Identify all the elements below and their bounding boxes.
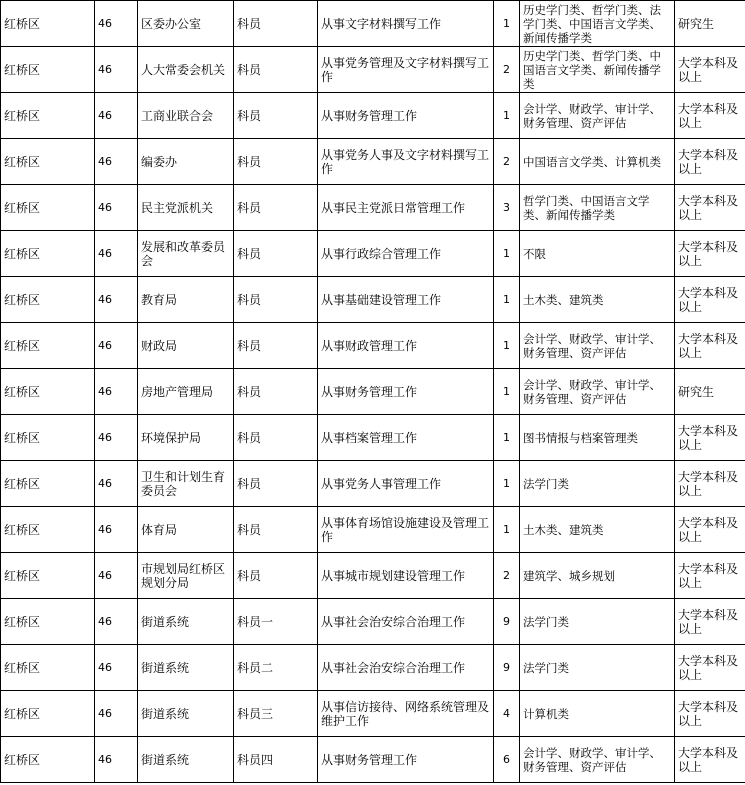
education-cell: 大学本科及以上 [675,323,745,369]
district-cell: 红桥区 [1,1,95,47]
major-cell: 会计学、财政学、审计学、财务管理、资产评估 [520,323,675,369]
district-cell: 红桥区 [1,553,95,599]
code-cell: 46 [95,185,138,231]
position-cell: 科员四 [234,737,318,783]
count-cell: 6 [494,737,520,783]
district-cell: 红桥区 [1,369,95,415]
position-cell: 科员 [234,277,318,323]
code-cell: 46 [95,645,138,691]
major-cell: 不限 [520,231,675,277]
count-cell: 1 [494,461,520,507]
education-cell: 大学本科及以上 [675,231,745,277]
major-cell: 法学门类 [520,599,675,645]
table-row [1,553,745,599]
code-cell: 46 [95,323,138,369]
position-cell: 科员三 [234,691,318,737]
unit-cell: 卫生和计划生育委员会 [138,461,234,507]
count-cell: 2 [494,139,520,185]
duty-cell: 从事民主党派日常管理工作 [318,185,494,231]
position-cell: 科员 [234,461,318,507]
district-cell: 红桥区 [1,277,95,323]
code-cell: 46 [95,1,138,47]
unit-cell: 民主党派机关 [138,185,234,231]
major-cell: 哲学门类、中国语言文学类、新闻传播学类 [520,185,675,231]
position-cell: 科员 [234,415,318,461]
district-cell: 红桥区 [1,461,95,507]
unit-cell: 体育局 [138,507,234,553]
unit-cell: 发展和改革委员会 [138,231,234,277]
table-row [1,415,745,461]
position-cell: 科员 [234,139,318,185]
major-cell: 图书情报与档案管理类 [520,415,675,461]
district-cell: 红桥区 [1,599,95,645]
table-row [1,185,745,231]
unit-cell: 编委办 [138,139,234,185]
education-cell: 大学本科及以上 [675,415,745,461]
count-cell: 9 [494,599,520,645]
unit-cell: 工商业联合会 [138,93,234,139]
code-cell: 46 [95,599,138,645]
duty-cell: 从事信访接待、网络系统管理及维护工作 [318,691,494,737]
education-cell: 大学本科及以上 [675,507,745,553]
table-row [1,93,745,139]
code-cell: 46 [95,47,138,93]
education-cell: 大学本科及以上 [675,737,745,783]
count-cell: 2 [494,553,520,599]
count-cell: 3 [494,185,520,231]
duty-cell: 从事档案管理工作 [318,415,494,461]
duty-cell: 从事财务管理工作 [318,737,494,783]
count-cell: 4 [494,691,520,737]
unit-cell: 房地产管理局 [138,369,234,415]
major-cell: 会计学、财政学、审计学、财务管理、资产评估 [520,369,675,415]
major-cell: 法学门类 [520,645,675,691]
count-cell: 1 [494,93,520,139]
position-cell: 科员 [234,507,318,553]
table-row [1,277,745,323]
major-cell: 建筑学、城乡规划 [520,553,675,599]
count-cell: 1 [494,369,520,415]
district-cell: 红桥区 [1,231,95,277]
table-row [1,507,745,553]
table-body [1,1,745,783]
count-cell: 2 [494,47,520,93]
unit-cell: 市规划局红桥区规划分局 [138,553,234,599]
district-cell: 红桥区 [1,185,95,231]
unit-cell: 街道系统 [138,645,234,691]
position-cell: 科员 [234,323,318,369]
duty-cell: 从事财务管理工作 [318,369,494,415]
code-cell: 46 [95,691,138,737]
table-row [1,461,745,507]
position-cell: 科员 [234,185,318,231]
unit-cell: 街道系统 [138,691,234,737]
table-row [1,369,745,415]
duty-cell: 从事基础建设管理工作 [318,277,494,323]
position-cell: 科员 [234,231,318,277]
table-row [1,139,745,185]
major-cell: 历史学门类、哲学门类、中国语言文学类、新闻传播学类 [520,47,675,93]
code-cell: 46 [95,93,138,139]
duty-cell: 从事财政管理工作 [318,323,494,369]
table-row [1,231,745,277]
count-cell: 1 [494,507,520,553]
table-row [1,691,745,737]
position-cell: 科员 [234,369,318,415]
count-cell: 1 [494,277,520,323]
duty-cell: 从事财务管理工作 [318,93,494,139]
education-cell: 大学本科及以上 [675,47,745,93]
count-cell: 1 [494,1,520,47]
education-cell: 大学本科及以上 [675,185,745,231]
code-cell: 46 [95,231,138,277]
education-cell: 大学本科及以上 [675,645,745,691]
district-cell: 红桥区 [1,645,95,691]
position-cell: 科员 [234,93,318,139]
code-cell: 46 [95,553,138,599]
count-cell: 1 [494,323,520,369]
district-cell: 红桥区 [1,47,95,93]
major-cell: 土木类、建筑类 [520,277,675,323]
position-cell: 科员二 [234,645,318,691]
district-cell: 红桥区 [1,93,95,139]
table-row [1,737,745,783]
district-cell: 红桥区 [1,691,95,737]
major-cell: 法学门类 [520,461,675,507]
district-cell: 红桥区 [1,139,95,185]
table-row [1,323,745,369]
table-row [1,47,745,93]
code-cell: 46 [95,507,138,553]
district-cell: 红桥区 [1,507,95,553]
duty-cell: 从事体育场馆设施建设及管理工作 [318,507,494,553]
duty-cell: 从事文字材料撰写工作 [318,1,494,47]
duty-cell: 从事城市规划建设管理工作 [318,553,494,599]
district-cell: 红桥区 [1,737,95,783]
major-cell: 中国语言文学类、计算机类 [520,139,675,185]
position-cell: 科员 [234,47,318,93]
major-cell: 土木类、建筑类 [520,507,675,553]
unit-cell: 教育局 [138,277,234,323]
duty-cell: 从事党务人事及文字材料撰写工作 [318,139,494,185]
education-cell: 大学本科及以上 [675,139,745,185]
major-cell: 会计学、财政学、审计学、财务管理、资产评估 [520,737,675,783]
duty-cell: 从事社会治安综合治理工作 [318,599,494,645]
count-cell: 9 [494,645,520,691]
major-cell: 会计学、财政学、审计学、财务管理、资产评估 [520,93,675,139]
major-cell: 计算机类 [520,691,675,737]
education-cell: 研究生 [675,1,745,47]
unit-cell: 环境保护局 [138,415,234,461]
duty-cell: 从事社会治安综合治理工作 [318,645,494,691]
duty-cell: 从事党务人事管理工作 [318,461,494,507]
position-cell: 科员 [234,1,318,47]
code-cell: 46 [95,415,138,461]
unit-cell: 人大常委会机关 [138,47,234,93]
unit-cell: 区委办公室 [138,1,234,47]
unit-cell: 街道系统 [138,737,234,783]
duty-cell: 从事行政综合管理工作 [318,231,494,277]
count-cell: 1 [494,231,520,277]
education-cell: 大学本科及以上 [675,93,745,139]
district-cell: 红桥区 [1,415,95,461]
code-cell: 46 [95,277,138,323]
education-cell: 大学本科及以上 [675,461,745,507]
table-row [1,645,745,691]
table-row [1,599,745,645]
table-row [1,1,745,47]
district-cell: 红桥区 [1,323,95,369]
count-cell: 1 [494,415,520,461]
education-cell: 大学本科及以上 [675,599,745,645]
code-cell: 46 [95,737,138,783]
unit-cell: 街道系统 [138,599,234,645]
education-cell: 大学本科及以上 [675,553,745,599]
major-cell: 历史学门类、哲学门类、法学门类、中国语言文学类、新闻传播学类 [520,1,675,47]
code-cell: 46 [95,139,138,185]
education-cell: 研究生 [675,369,745,415]
unit-cell: 财政局 [138,323,234,369]
education-cell: 大学本科及以上 [675,277,745,323]
code-cell: 46 [95,461,138,507]
education-cell: 大学本科及以上 [675,691,745,737]
position-cell: 科员 [234,553,318,599]
duty-cell: 从事党务管理及文字材料撰写工作 [318,47,494,93]
code-cell: 46 [95,369,138,415]
position-cell: 科员一 [234,599,318,645]
